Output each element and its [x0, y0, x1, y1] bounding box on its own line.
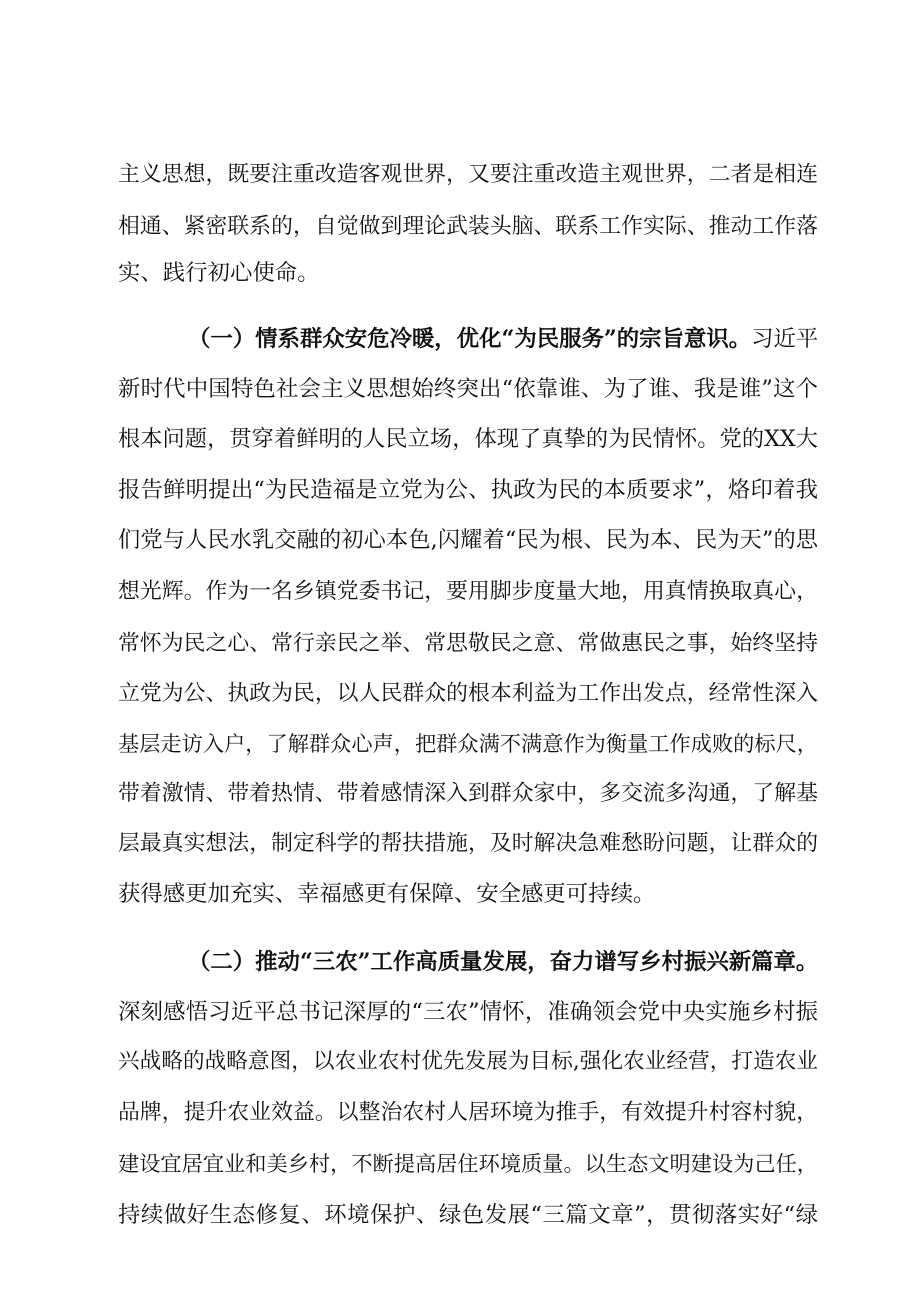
paragraph-line: 新时代中国特色社会主义思想始终突出“依靠谁、为了谁、我是谁”这个 [118, 376, 818, 402]
paragraph-line: 主义思想，既要注重改造客观世界，又要注重改造主观世界，二者是相连 [118, 162, 818, 187]
paragraph-line: 根本问题，贯穿着鲜明的人民立场，体现了真挚的为民情怀。党的XX大 [118, 426, 818, 452]
paragraph-text: 习近平 [751, 326, 818, 352]
paragraph-line: 常怀为民之心、常行亲民之举、常思敬民之意、常做惠民之事，始终坚持 [118, 631, 818, 656]
paragraph-line: 兴战略的战略意图，以农业农村优先发展为目标,强化农业经营，打造农业 [118, 1049, 818, 1074]
paragraph-line: 持续做好生态修复、环境保护、绿色发展“三篇文章”，贯彻落实好“绿 [118, 1202, 818, 1228]
paragraph-line: 带着激情、带着热情、带着感情深入到群众家中，多交流多沟通，了解基 [118, 781, 818, 806]
section-heading-line [188, 945, 818, 979]
section-heading: （二）推动“三农”工作高质量发展，奋力谱写乡村振兴新篇章。 [188, 949, 818, 975]
paragraph-line: 建设宜居宜业和美乡村，不断提高居住环境质量。以生态文明建设为己任， [118, 1151, 818, 1176]
paragraph-line: 想光辉。作为一名乡镇党委书记，要用脚步度量大地，用真情换取真心， [118, 579, 818, 604]
paragraph-line: 报告鲜明提出“为民造福是立党为公、执政为民的本质要求”，烙印着我 [118, 477, 818, 503]
section-heading-line [188, 322, 818, 356]
section-heading: （一）情系群众安危冷暖，优化“为民服务”的宗旨意识。 [188, 326, 752, 352]
paragraph-line: 们党与人民水乳交融的初心本色,闪耀着“民为根、民为本、民为天”的思 [118, 527, 818, 553]
paragraph-line: 立党为公、执政为民，以人民群众的根本利益为工作出发点，经常性深入 [118, 681, 818, 706]
paragraph-line: 基层走访入户，了解群众心声，把群众满不满意作为衡量工作成败的标尺， [118, 731, 818, 756]
paragraph-line: 层最真实想法，制定科学的帮扶措施，及时解决急难愁盼问题，让群众的 [118, 831, 818, 856]
paragraph-line: 相通、紧密联系的，自觉做到理论武装头脑、联系工作实际、推动工作落 [118, 214, 818, 239]
paragraph-line: 品牌，提升农业效益。以整治农村人居环境为推手，有效提升村容村貌， [118, 1100, 818, 1125]
paragraph-line: 深刻感悟习近平总书记深厚的“三农”情怀，准确领会党中央实施乡村振 [118, 999, 818, 1025]
paragraph-line: 实、践行初心使命。 [118, 260, 320, 286]
paragraph-line: 获得感更加充实、幸福感更有保障、安全感更可持续。 [118, 881, 656, 907]
